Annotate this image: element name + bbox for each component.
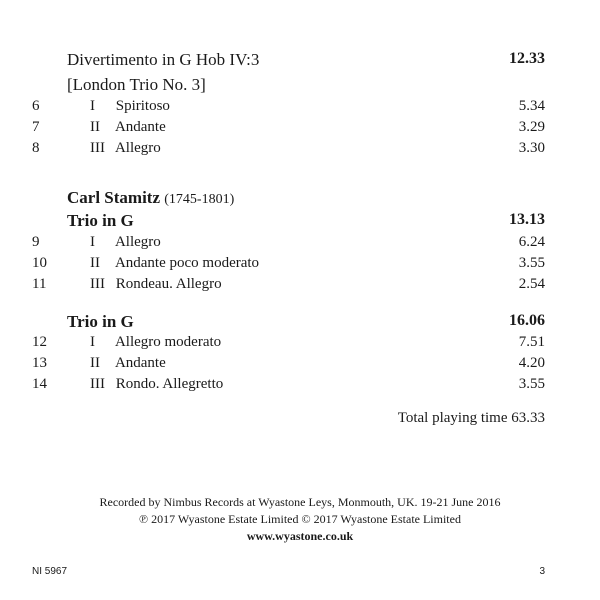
movement-roman: III	[90, 140, 105, 156]
work2-title: Trio in G	[67, 211, 134, 230]
composer-dates: (1745-1801)	[164, 192, 235, 207]
track-number: 12	[32, 334, 47, 350]
track-number: 10	[32, 255, 47, 271]
track-number: 7	[32, 119, 40, 135]
movement-name: Andante	[114, 119, 166, 135]
track-number: 9	[32, 234, 40, 250]
track-time: 3.30	[518, 140, 545, 156]
track-movement	[90, 119, 166, 136]
movement-roman: III	[90, 376, 105, 392]
copyright-line: ℗ 2017 Wyastone Estate Limited © 2017 Wyastone Estate Limited	[139, 512, 461, 526]
movement-name: Allegro	[114, 140, 161, 156]
track-movement	[90, 234, 161, 251]
track-movement	[90, 255, 259, 272]
movement-name: Rondeau. Allegro	[115, 276, 222, 292]
track-movement	[90, 376, 223, 393]
work3-title: Trio in G	[67, 312, 134, 331]
movement-roman: II	[90, 119, 100, 135]
track-movement	[90, 140, 161, 157]
track-time: 3.55	[518, 255, 545, 271]
total-playing-time: Total playing time 63.33	[397, 410, 545, 426]
track-number: 6	[32, 98, 40, 114]
track-time: 3.55	[518, 376, 545, 392]
recording-credit: Recorded by Nimbus Records at Wyastone Leys, Monmouth, UK. 19-21 June 2016	[99, 495, 501, 509]
track-number: 13	[32, 355, 47, 371]
work1-subtitle: [London Trio No. 3]	[67, 75, 206, 94]
track-time: 7.51	[518, 334, 545, 350]
track-time: 5.34	[518, 98, 545, 114]
movement-name: Andante	[114, 355, 166, 371]
track-time: 4.20	[518, 355, 545, 371]
movement-roman: III	[90, 276, 105, 292]
work1-title: Divertimento in G Hob IV:3	[67, 50, 260, 69]
movement-roman: I	[90, 234, 95, 250]
movement-name: Andante poco moderato	[114, 255, 260, 271]
composer-name: Carl Stamitz	[67, 188, 161, 207]
page-number: 3	[539, 566, 545, 577]
track-number: 8	[32, 140, 40, 156]
website-link: www.wyastone.co.uk	[246, 529, 354, 543]
track-time: 6.24	[518, 234, 545, 250]
movement-name: Spiritoso	[115, 98, 170, 114]
movement-name: Allegro	[114, 234, 161, 250]
movement-roman: I	[90, 334, 95, 350]
track-movement	[90, 355, 166, 372]
movement-name: Rondo. Allegretto	[115, 376, 224, 392]
work1-duration: 12.33	[509, 50, 545, 67]
composer-heading	[67, 188, 234, 208]
track-movement	[90, 98, 170, 115]
movement-name: Allegro moderato	[114, 334, 222, 350]
track-number: 11	[32, 276, 47, 292]
track-number: 14	[32, 376, 47, 392]
track-time: 2.54	[518, 276, 545, 292]
track-movement	[90, 334, 221, 351]
movement-roman: II	[90, 355, 100, 371]
movement-roman: II	[90, 255, 100, 271]
catalog-number: NI 5967	[32, 566, 68, 577]
work3-duration: 16.06	[509, 312, 545, 329]
track-movement	[90, 276, 222, 293]
work2-duration: 13.13	[509, 211, 545, 228]
track-time: 3.29	[518, 119, 545, 135]
movement-roman: I	[90, 98, 95, 114]
